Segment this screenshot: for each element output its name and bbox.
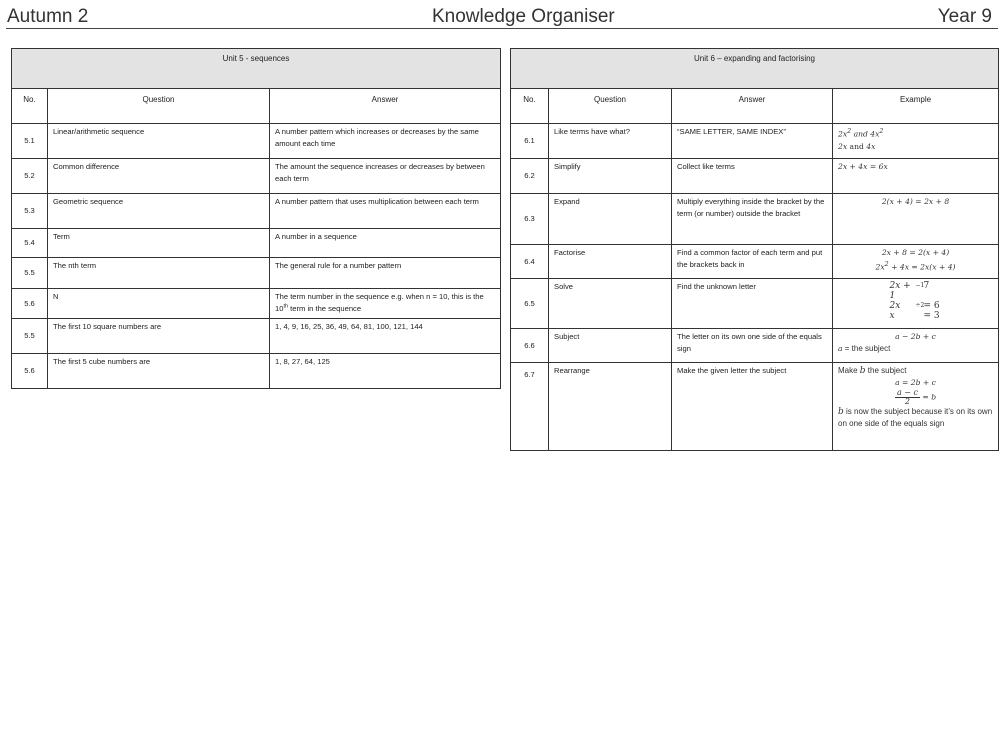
ex-term: = b — [920, 392, 937, 402]
row-answer: “SAME LETTER, SAME INDEX” — [672, 124, 833, 159]
row-question: Rearrange — [549, 363, 672, 451]
row-answer — [270, 289, 501, 319]
ex-power: 2 — [847, 128, 852, 135]
row-question: Simplify — [549, 159, 672, 194]
solve-op — [916, 311, 924, 321]
ex-equation: 2x + 4x = 6x — [838, 162, 888, 171]
header-year: Year 9 — [937, 6, 992, 27]
row-number: 6.1 — [511, 124, 549, 159]
unit5-col-no: No. — [12, 89, 48, 124]
row-number: 5.6 — [12, 354, 48, 389]
ex-equation: a − 2b + c — [895, 332, 936, 341]
table-row — [511, 124, 999, 159]
ex-term: 2x — [875, 262, 885, 272]
table-row — [12, 229, 501, 258]
answer-text-b: term in the sequence — [288, 304, 362, 313]
ex-term: 2x — [838, 141, 848, 151]
unit6-title: Unit 6 – expanding and factorising — [511, 49, 999, 89]
row-number: 5.4 — [12, 229, 48, 258]
table-row — [12, 124, 501, 159]
row-answer: The general rule for a number pattern — [270, 258, 501, 289]
table-row — [12, 354, 501, 389]
answer-text-a: The term number in the sequence e.g. when n = 10, this is the 10 — [275, 292, 484, 313]
unit5-col-question: Question — [48, 89, 270, 124]
row-question: Common difference — [48, 159, 270, 194]
ex-numerator: a − c — [896, 388, 918, 397]
row-answer: Find the unknown letter — [672, 279, 833, 329]
unit6-col-answer: Answer — [672, 89, 833, 124]
row-question: Geometric sequence — [48, 194, 270, 229]
ex-equation: a = 2b + c — [895, 378, 936, 387]
answer-superscript: th — [283, 303, 289, 310]
row-example — [833, 363, 999, 451]
ex-power: 2 — [879, 128, 884, 135]
ex-note: is now the subject because it’s on its own on one side of the equals sign — [838, 407, 993, 428]
ex-term: and 4x — [851, 129, 880, 139]
table-row — [12, 258, 501, 289]
ex-term: + 4x = 2x(x + 4) — [888, 262, 956, 272]
row-answer: A number in a sequence — [270, 229, 501, 258]
solve-rhs: = 3 — [923, 311, 940, 321]
solve-lhs: x — [889, 311, 895, 321]
row-number: 6.5 — [511, 279, 549, 329]
table-row — [12, 319, 501, 354]
row-number: 6.3 — [511, 194, 549, 245]
unit5-col-answer: Answer — [270, 89, 501, 124]
unit6-table — [510, 48, 999, 451]
ex-equation: 2(x + 4) = 2x + 8 — [881, 197, 950, 206]
header-rule — [6, 28, 998, 29]
row-question: The first 5 cube numbers are — [48, 354, 270, 389]
unit5-table — [11, 48, 501, 389]
row-example — [833, 159, 999, 194]
ex-term: b — [859, 366, 866, 376]
row-question: Like terms have what? — [549, 124, 672, 159]
row-answer: A number pattern that uses multiplication between each term — [270, 194, 501, 229]
row-number: 5.2 — [12, 159, 48, 194]
row-answer: Collect like terms — [672, 159, 833, 194]
solve-op: −1 — [915, 282, 925, 289]
row-number: 5.5 — [12, 319, 48, 354]
unit5-title: Unit 5 - sequences — [12, 49, 501, 89]
table-row — [12, 159, 501, 194]
row-answer: 1, 4, 9, 16, 25, 36, 49, 64, 81, 100, 121, 144 — [270, 319, 501, 354]
table-row — [511, 329, 999, 363]
solve-op: ÷2 — [915, 302, 925, 309]
ex-term: 2x — [838, 129, 848, 139]
row-number: 6.6 — [511, 329, 549, 363]
table-row — [511, 194, 999, 245]
ex-word: and — [847, 141, 867, 151]
row-question: Subject — [549, 329, 672, 363]
row-number: 6.4 — [511, 245, 549, 279]
row-question: Expand — [549, 194, 672, 245]
row-number: 5.1 — [12, 124, 48, 159]
row-question: The first 10 square numbers are — [48, 319, 270, 354]
row-number: 5.5 — [12, 258, 48, 289]
ex-note: = the subject — [842, 344, 891, 353]
ex-note: Make — [838, 366, 860, 375]
row-number: 6.2 — [511, 159, 549, 194]
ex-term: b — [838, 407, 844, 417]
row-question: N — [48, 289, 270, 319]
table-row — [12, 194, 501, 229]
table-row — [511, 245, 999, 279]
row-example — [833, 245, 999, 279]
unit6-col-example: Example — [833, 89, 999, 124]
ex-note: the subject — [865, 366, 907, 375]
table-row — [511, 363, 999, 451]
unit6-col-no: No. — [511, 89, 549, 124]
row-question: The nth term — [48, 258, 270, 289]
solve-rhs: 7 — [923, 281, 930, 291]
row-answer: Make the given letter the subject — [672, 363, 833, 451]
ex-fraction-line — [838, 389, 993, 406]
solve-lhs: 2x + 1 — [889, 281, 911, 301]
row-number: 5.6 — [12, 289, 48, 319]
table-row — [511, 159, 999, 194]
table-row — [12, 289, 501, 319]
solve-rhs: = 6 — [923, 301, 940, 311]
row-answer: 1, 8, 27, 64, 125 — [270, 354, 501, 389]
ex-term: 4x — [866, 141, 876, 151]
table-row — [511, 279, 999, 329]
row-example — [833, 194, 999, 245]
solve-steps — [838, 281, 993, 321]
row-answer: The letter on its own one side of the equals sign — [672, 329, 833, 363]
row-question: Linear/arithmetic sequence — [48, 124, 270, 159]
row-question: Factorise — [549, 245, 672, 279]
unit6-col-question: Question — [549, 89, 672, 124]
row-number: 5.3 — [12, 194, 48, 229]
row-example — [833, 279, 999, 329]
solve-lhs: 2x — [889, 301, 901, 311]
header-term: Autumn 2 — [7, 6, 89, 27]
ex-denominator: 2 — [904, 397, 911, 406]
ex-equation: 2x + 8 = 2(x + 4) — [881, 248, 950, 257]
ex-power: 2 — [884, 261, 889, 268]
row-question: Solve — [549, 279, 672, 329]
row-example — [833, 124, 999, 159]
header-title: Knowledge Organiser — [432, 6, 615, 27]
row-answer: A number pattern which increases or decreases by the same amount each time — [270, 124, 501, 159]
row-answer: Multiply everything inside the bracket by the term (or number) outside the bracket — [672, 194, 833, 245]
row-question: Term — [48, 229, 270, 258]
row-example — [833, 329, 999, 363]
row-answer: The amount the sequence increases or decreases by between each term — [270, 159, 501, 194]
row-answer: Find a common factor of each term and put the brackets back in — [672, 245, 833, 279]
ex-term: a — [838, 344, 843, 353]
ex-fraction — [895, 389, 920, 406]
row-number: 6.7 — [511, 363, 549, 451]
